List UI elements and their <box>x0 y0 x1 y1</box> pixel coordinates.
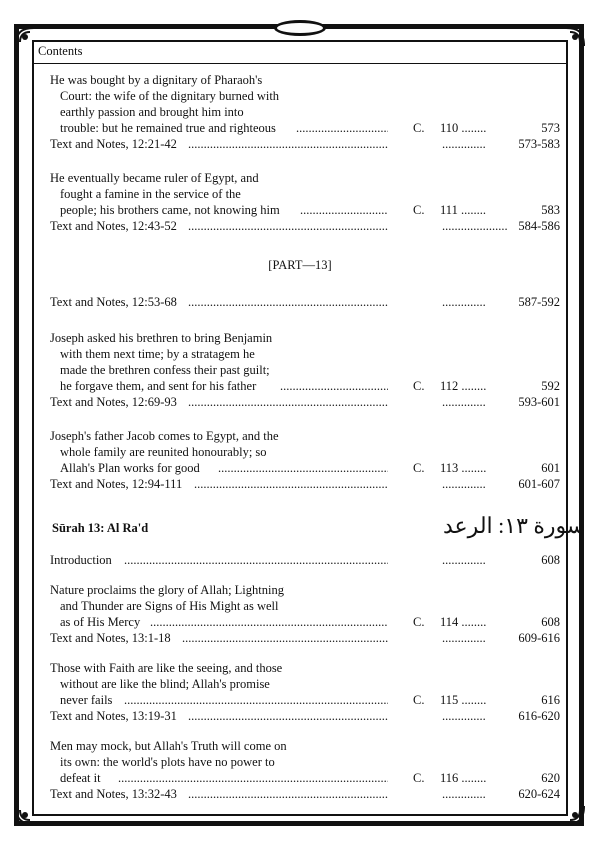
page-number: 601-607 <box>518 477 560 491</box>
entry-line <box>50 754 560 770</box>
entry-line <box>50 330 560 346</box>
page-number: 593-601 <box>518 395 560 409</box>
notes-text: Text and Notes, 12:69-93 <box>50 395 177 409</box>
dot-leader <box>118 770 388 786</box>
commentary-label: C. <box>413 203 425 217</box>
notes-row <box>50 786 560 802</box>
entry-text: He eventually became ruler of Egypt, and <box>50 171 259 185</box>
entry-text: earthly passion and brought him into <box>60 105 244 119</box>
commentary-label: C. <box>413 379 425 393</box>
entry-text: Joseph asked his brethren to bring Benjamin <box>50 331 273 345</box>
dot-leader <box>188 218 388 234</box>
page-number: 620 <box>541 771 560 785</box>
page-number: 608 <box>541 615 560 629</box>
page-number: 608 <box>541 553 560 567</box>
entry-line <box>50 676 560 692</box>
entry-line <box>50 362 560 378</box>
entry-line <box>50 104 560 120</box>
dot-leader: .............. <box>442 709 486 723</box>
notes-row <box>50 630 560 646</box>
page-number: 573-583 <box>518 137 560 151</box>
entry-text: Allah's Plan works for good <box>60 461 200 475</box>
commentary-number: 116 ........ <box>440 771 487 785</box>
commentary-label: C. <box>413 693 425 707</box>
dot-leader: ..................... <box>442 219 508 233</box>
entry-line <box>50 444 560 460</box>
dot-leader <box>188 294 388 310</box>
entry-row <box>50 120 560 136</box>
entry-line <box>50 598 560 614</box>
notes-row <box>50 708 560 724</box>
notes-row <box>50 218 560 234</box>
entry-line <box>50 72 560 88</box>
entry-line <box>50 582 560 598</box>
entry-text: Men may mock, but Allah's Truth will come on <box>50 739 287 753</box>
entry-text: defeat it <box>60 771 101 785</box>
commentary-number: 110 ........ <box>440 121 487 135</box>
dot-leader <box>124 552 388 568</box>
entry-row <box>50 770 560 786</box>
entry-text: Those with Faith are like the seeing, and those <box>50 661 283 675</box>
notes-text: Text and Notes, 12:21-42 <box>50 137 177 151</box>
entry-row <box>50 614 560 630</box>
entry-text: trouble: but he remained true and righteous <box>60 121 276 135</box>
entry-text: fought a famine in the service of the <box>60 187 241 201</box>
entry-row <box>50 460 560 476</box>
entry-text: as of His Mercy <box>60 615 141 629</box>
commentary-label: C. <box>413 615 425 629</box>
page-number: 592 <box>541 379 560 393</box>
notes-text: Text and Notes, 12:94-111 <box>50 477 183 491</box>
dot-leader: .............. <box>442 477 486 491</box>
dot-leader: .............. <box>442 295 486 309</box>
notes-text: Text and Notes, 13:1-18 <box>50 631 171 645</box>
dot-leader: .............. <box>442 395 486 409</box>
entry-line <box>50 738 560 754</box>
notes-text: Introduction <box>50 553 112 567</box>
entry-text: and Thunder are Signs of His Might as well <box>60 599 279 613</box>
entry-row <box>50 378 560 394</box>
page-number: 583 <box>541 203 560 217</box>
dot-leader <box>124 692 388 708</box>
commentary-number: 114 ........ <box>440 615 487 629</box>
entry-text: people; his brothers came, not knowing him <box>60 203 280 217</box>
page-number: 584-586 <box>518 219 560 233</box>
commentary-number: 113 ........ <box>440 461 487 475</box>
notes-text: Text and Notes, 13:32-43 <box>50 787 177 801</box>
commentary-number: 115 ........ <box>440 693 487 707</box>
entry-line <box>50 88 560 104</box>
entry-line <box>50 186 560 202</box>
notes-row <box>50 294 560 310</box>
dot-leader <box>188 136 388 152</box>
dot-leader <box>296 120 388 136</box>
notes-row <box>50 394 560 410</box>
notes-text: Text and Notes, 12:43-52 <box>50 219 177 233</box>
dot-leader <box>188 708 388 724</box>
entry-text: he forgave them, and sent for his father <box>60 379 257 393</box>
entry-text: made the brethren confess their past guilt; <box>60 363 270 377</box>
entry-line <box>50 428 560 444</box>
page-number: 587-592 <box>518 295 560 309</box>
dot-leader <box>150 614 388 630</box>
page-number: 616 <box>541 693 560 707</box>
entry-row <box>50 202 560 218</box>
commentary-number: 112 ........ <box>440 379 487 393</box>
dot-leader: .............. <box>442 553 486 567</box>
dot-leader <box>218 460 388 476</box>
entry-line <box>50 346 560 362</box>
entry-text: Court: the wife of the dignitary burned with <box>60 89 280 103</box>
entry-text: He was bought by a dignitary of Pharaoh's <box>50 73 263 87</box>
commentary-label: C. <box>413 771 425 785</box>
entry-line <box>50 170 560 186</box>
surah-title-arabic: سورة ١٣: الرعد <box>443 513 586 538</box>
commentary-label: C. <box>413 461 425 475</box>
commentary-number: 111 ........ <box>440 203 486 217</box>
dot-leader: .............. <box>442 631 486 645</box>
dot-leader <box>194 476 388 492</box>
entry-text: never fails <box>60 693 113 707</box>
dot-leader <box>188 394 388 410</box>
page-number: 573 <box>541 121 560 135</box>
notes-text: Text and Notes, 13:19-31 <box>50 709 177 723</box>
entry-text: without are like the blind; Allah's promise <box>60 677 270 691</box>
dot-leader <box>280 378 388 394</box>
entry-line <box>50 660 560 676</box>
notes-row <box>50 552 560 568</box>
part-heading: [PART—13] <box>268 258 332 272</box>
page-number: 601 <box>541 461 560 475</box>
entry-row <box>50 692 560 708</box>
page-number: 620-624 <box>518 787 560 801</box>
entry-text: whole family are reunited honourably; so <box>60 445 267 459</box>
dot-leader: .............. <box>442 787 486 801</box>
surah-title: Sūrah 13: Al Ra'd <box>52 521 149 535</box>
entry-text: its own: the world's plots have no power to <box>60 755 275 769</box>
page-header-title: Contents <box>38 44 83 58</box>
page-number: 616-620 <box>518 709 560 723</box>
entry-text: Nature proclaims the glory of Allah; Lightning <box>50 583 284 597</box>
entry-text: with them next time; by a stratagem he <box>60 347 255 361</box>
dot-leader <box>182 630 388 646</box>
notes-row <box>50 136 560 152</box>
notes-row <box>50 476 560 492</box>
entry-text: Joseph's father Jacob comes to Egypt, and the <box>50 429 279 443</box>
dot-leader <box>188 786 388 802</box>
notes-text: Text and Notes, 12:53-68 <box>50 295 177 309</box>
dot-leader: .............. <box>442 137 486 151</box>
commentary-label: C. <box>413 121 425 135</box>
dot-leader <box>300 202 388 218</box>
page-number: 609-616 <box>518 631 560 645</box>
